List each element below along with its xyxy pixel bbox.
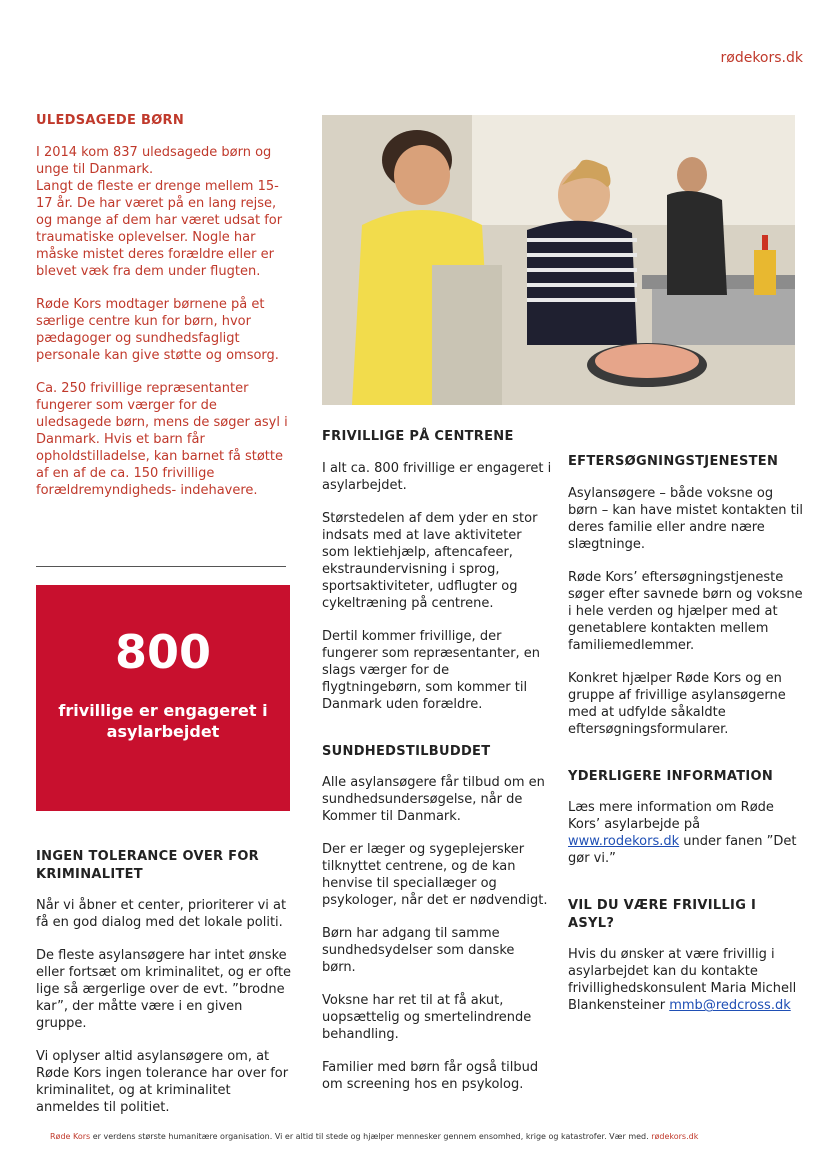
unaccompanied-p1: I 2014 kom 837 uledsagede børn og unge til Danmark. (36, 144, 272, 177)
email-link[interactable]: mmb@redcross.dk (669, 998, 791, 1014)
more-info-before: Læs mere information om Røde Kors’ asylarbejde på (568, 800, 774, 833)
unaccompanied-section (36, 112, 290, 515)
volunteers-p1: I alt ca. 800 frivillige er engageret i asylarbejdet. (322, 460, 552, 493)
volunteers-heading: FRIVILLIGE PÅ CENTRENE (322, 429, 514, 444)
crime-heading: INGEN TOLERANCE OVER FOR KRIMINALITET (36, 849, 259, 882)
tracing-p1: Asylansøgere – både voksne og børn – kan have mistet kontakten til deres familie eller andre nære slægtninge. (568, 485, 804, 552)
crime-p1: Når vi åbner et center, prioriterer vi at få en god dialog med det lokale politi. (36, 898, 287, 931)
volunteers-p3: Dertil kommer frivillige, der fungerer som repræsentanter, en slags værger for de flygtningebørn, som kommer til Danmark uden forældre. (322, 628, 541, 712)
more-info-after: under fanen ”Det gør vi.” (568, 834, 797, 867)
health-p1: Alle asylansøgere får tilbud om en sundhedsundersøgelse, når de Kommer til Danmark. (322, 775, 545, 825)
footer-text: er verdens største humanitære organisation. Vi er altid til stede og hjælper mennesker gennem ensomhed, krige og katastrofer. Vær med. (90, 1132, 652, 1141)
kitchen-photo (322, 115, 795, 405)
more-info-heading: YDERLIGERE INFORMATION (568, 768, 774, 784)
health-p2: Der er læger og sygeplejersker tilknyttet centrene, og de kan henvise til speciallæger og psykologer, når det er nødvendigt. (322, 842, 548, 909)
stat-box (36, 585, 290, 811)
health-heading: SUNDHEDSTILBUDDET (322, 743, 491, 759)
footer (50, 1132, 698, 1141)
health-p4: Voksne har ret til at få akut, uopsættelig og smertelindrende behandling. (322, 993, 532, 1043)
stat-caption: frivillige er engageret i asylarbejdet (58, 701, 268, 741)
unaccompanied-p3: Ca. 250 frivillige repræsentanter fungerer som værger for de uledsagede børn, mens de søger asyl i Danmark. Hvis et barn får opholdstilladelse, kan barnet få støtte af en af de ca. 150 frivillige forældremyndigheds- indehavere. (36, 380, 288, 498)
footer-site[interactable]: rødekors.dk (651, 1132, 699, 1141)
health-p5: Familier med børn får også tilbud om screening hos en psykolog. (322, 1060, 539, 1093)
right-column (568, 453, 803, 1030)
unaccompanied-p1b: Langt de fleste er drenge mellem 15-17 år. De har været på en lang rejse, og mange af dem har været udsat for traumatiske oplevelser. Nogle har måske mistet deres forældre eller er blevet væk fra dem under flugten. (36, 178, 283, 279)
tracing-p2: Røde Kors’ eftersøgningstjeneste søger efter savnede børn og voksne i hele verden og hjælper med at genetablere kontakten mellem familiemedlemmer. (568, 569, 803, 653)
volunteer-cta-text (568, 946, 803, 1014)
middle-column (322, 428, 552, 1109)
tracing-heading: EFTERSØGNINGSTJENESTEN (568, 454, 779, 469)
rodekors-link[interactable]: www.rodekors.dk (568, 834, 680, 850)
volunteers-p2: Størstedelen af dem yder en stor indsats med at lave aktiviteter som lektiehjælp, aftencafeer, ekstraundervisning i sprog, sportsaktiviteter, udflugter og cykeltræning på centrene. (322, 510, 538, 611)
site-url[interactable]: rødekors.dk (720, 50, 803, 66)
divider (36, 566, 286, 567)
crime-p3: Vi oplyser altid asylansøgere om, at Røde Kors ingen tolerance har over for kriminalitet, og at kriminalitet anmeldes til politiet. (36, 1049, 289, 1116)
crime-p2: De fleste asylansøgere har intet ønske eller fortsæt om kriminalitet, og er ofte lige så ærgerlige over de evt. ”brodne kar”, der måtte være i en given gruppe. (36, 948, 292, 1032)
crime-section (36, 848, 294, 1132)
volunteer-cta-body: Hvis du ønsker at være frivillig i asylarbejdet kan du kontakte frivillighedskonsulent Maria Michell Blankensteiner (568, 947, 797, 1014)
footer-brand: Røde Kors (50, 1132, 91, 1141)
unaccompanied-heading: ULEDSAGEDE BØRN (36, 113, 185, 128)
unaccompanied-p2: Røde Kors modtager børnene på et særlige centre kun for børn, hvor pædagoger og sundhedsfagligt personale kan give støtte og omsorg. (36, 296, 279, 363)
more-info-text (568, 799, 803, 867)
stat-number: 800 (114, 625, 212, 679)
volunteer-cta-heading: VIL DU VÆRE FRIVILLIG I ASYL? (568, 898, 757, 931)
health-p3: Børn har adgang til samme sundhedsydelser som danske børn. (322, 926, 515, 976)
photo-illustration (322, 115, 795, 405)
tracing-p3: Konkret hjælper Røde Kors og en gruppe af frivillige asylansøgerne med at udfylde såkaldte eftersøgningsformularer. (568, 670, 786, 737)
